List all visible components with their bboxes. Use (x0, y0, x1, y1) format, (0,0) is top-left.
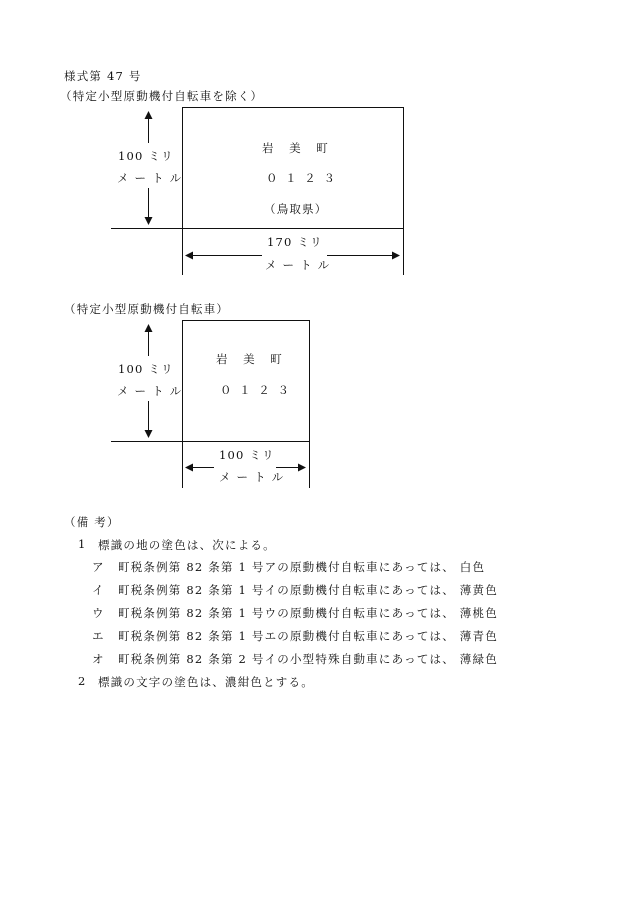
note2-text: 標識の文字の塗色は、濃紺色とする。 (98, 675, 314, 689)
plate1-prefecture: （鳥取県） (264, 202, 328, 216)
plate1-width-value: 170 ミリ (267, 235, 323, 249)
notes-heading: （備 考） (64, 515, 120, 529)
form-title: 様式第 47 号 (64, 69, 142, 83)
plate1-number: ０ １ ２ ３ (266, 171, 337, 185)
section2-heading: （特定小型原動機付自転車） (64, 302, 230, 316)
plate2-width-value: 100 ミリ (219, 448, 275, 462)
plate2-number: ０ １ ２ ３ (220, 383, 291, 397)
plate1-height-unit: メ ー ト ル (117, 171, 183, 185)
note-sub-text: 町税条例第 82 条第 1 号アの原動機付自転車にあっては、 白色 (118, 560, 486, 574)
plate1-height-value: 100 ミリ (118, 149, 174, 163)
plate2-town-name: 岩 美 町 (216, 352, 288, 366)
note1-number: 1 (78, 537, 87, 551)
plate2-height-unit: メ ー ト ル (117, 384, 183, 398)
plate2-outline (183, 321, 310, 442)
note-sub-label: オ (92, 652, 105, 666)
note-sub-text: 町税条例第 82 条第 1 号イの原動機付自転車にあっては、 薄黄色 (118, 583, 498, 597)
note-sub-text: 町税条例第 82 条第 1 号ウの原動機付自転車にあっては、 薄桃色 (118, 606, 498, 620)
note-sub-text: 町税条例第 82 条第 2 号イの小型特殊自動車にあっては、 薄緑色 (118, 652, 498, 666)
note1-text: 標識の地の塗色は、次による。 (98, 538, 276, 552)
note-sub-label: イ (92, 583, 105, 597)
note2-number: 2 (78, 674, 87, 688)
plate2-height-value: 100 ミリ (118, 362, 174, 376)
note-sub-label: ウ (92, 606, 105, 620)
note-sub-text: 町税条例第 82 条第 1 号エの原動機付自転車にあっては、 薄青色 (118, 629, 498, 643)
note-sub-label: ア (92, 560, 105, 574)
plate1-town-name: 岩 美 町 (262, 141, 334, 155)
plate2-width-unit: メ ー ト ル (219, 470, 285, 484)
plate1-width-unit: メ ー ト ル (265, 258, 331, 272)
note-sub-label: エ (92, 629, 105, 643)
section1-heading: （特定小型原動機付自転車を除く） (60, 89, 264, 103)
